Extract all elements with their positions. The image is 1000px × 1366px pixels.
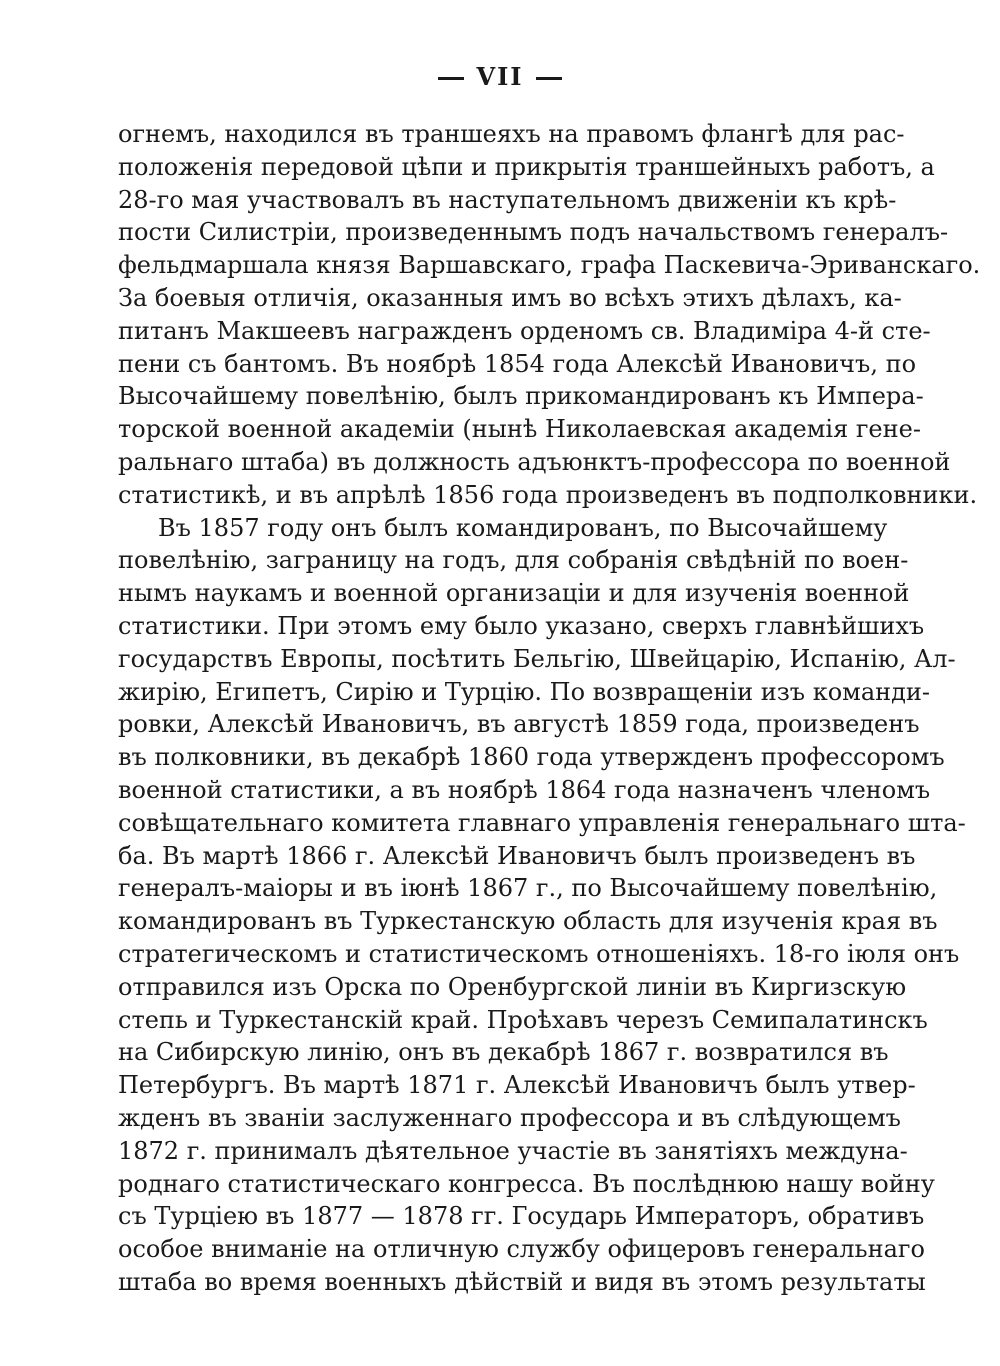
text-line: огнемъ, находился въ траншеяхъ на правомъ флангѣ для рас- bbox=[118, 120, 905, 148]
text-line: командированъ въ Туркестанскую область для изученія края въ bbox=[118, 907, 938, 936]
header-dash-left bbox=[438, 77, 464, 80]
text-line: роднаго статистическаго конгресса. Въ послѣднюю нашу войну bbox=[118, 1169, 935, 1198]
text-line: фельдмаршала князя Варшавскаго, графа Паскевича-Эриванскаго. bbox=[118, 251, 981, 280]
text-line: пени съ бантомъ. Въ ноябрѣ 1854 года Алексѣй Ивановичъ, по bbox=[118, 349, 917, 378]
text-line: жирію, Египетъ, Сирію и Турцію. По возвращеніи изъ команди- bbox=[118, 677, 931, 706]
text-line: въ полковники, въ декабрѣ 1860 года утвержденъ профессоромъ bbox=[118, 743, 945, 772]
text-line: Высочайшему повелѣнію, былъ прикомандированъ къ Импера- bbox=[118, 382, 924, 411]
text-line: генералъ-маіоры и въ іюнѣ 1867 г., по Высочайшему повелѣнію, bbox=[118, 874, 938, 903]
text-line: жденъ въ званіи заслуженнаго профессора и въ слѣдующемъ bbox=[118, 1103, 901, 1132]
text-line: торской военной академіи (нынѣ Николаевская академія гене- bbox=[118, 415, 921, 444]
text-line: съ Турціею въ 1877 — 1878 гг. Государь Императоръ, обративъ bbox=[118, 1202, 925, 1231]
text-line: За боевыя отличія, оказанныя имъ во всѣхъ этихъ дѣлахъ, ка- bbox=[118, 283, 902, 312]
text-line: штаба во время военныхъ дѣйствій и видя въ этомъ результаты bbox=[118, 1267, 926, 1296]
text-line: совѣщательнаго комитета главнаго управленія генеральнаго шта- bbox=[118, 808, 966, 837]
text-line: отправился изъ Орска по Оренбургской линіи въ Киргизскую bbox=[118, 972, 907, 1001]
page-header bbox=[0, 62, 1000, 91]
text-line: повелѣнію, заграницу на годъ, для собранія свѣдѣній по воен- bbox=[118, 546, 909, 575]
text-line: особое вниманіе на отличную службу офицеровъ генеральнаго bbox=[118, 1235, 925, 1264]
text-line: стратегическомъ и статистическомъ отношеніяхъ. 18-го іюля онъ bbox=[118, 939, 960, 968]
text-line: степь и Туркестанскій край. Проѣхавъ черезъ Семипалатинскъ bbox=[118, 1005, 928, 1034]
text-line: пости Силистріи, произведеннымъ подъ начальствомъ генералъ- bbox=[118, 218, 949, 247]
paragraph-2 bbox=[118, 512, 966, 1299]
text-line: ровки, Алексѣй Ивановичъ, въ августѣ 1859 года, произведенъ bbox=[118, 710, 920, 739]
page-number: VII bbox=[476, 62, 524, 91]
text-line: Петербургъ. Въ мартѣ 1871 г. Алексѣй Ивановичъ былъ утвер- bbox=[118, 1071, 916, 1100]
text-line: статистики. При этомъ ему было указано, сверхъ главнѣйшихъ bbox=[118, 611, 925, 640]
header-dash-right bbox=[536, 77, 562, 80]
text-line: 28-го мая участвовалъ въ наступательномъ движеніи къ крѣ- bbox=[118, 185, 897, 214]
text-line: положенія передовой цѣпи и прикрытія траншейныхъ работъ, а bbox=[118, 152, 935, 181]
text-line: статистикѣ, и въ апрѣлѣ 1856 года произведенъ въ подполковники. bbox=[118, 480, 978, 509]
text-line: Въ 1857 году онъ былъ командированъ, по Высочайшему bbox=[158, 513, 888, 542]
text-line: 1872 г. принималъ дѣятельное участіе въ занятіяхъ междуна- bbox=[118, 1136, 908, 1165]
paragraph-1 bbox=[118, 118, 981, 512]
text-line: питанъ Макшеевъ награжденъ орденомъ св. Владиміра 4-й сте- bbox=[118, 316, 931, 345]
text-line: государствъ Европы, посѣтить Бельгію, Швейцарію, Испанію, Ал- bbox=[118, 644, 956, 673]
text-line: ральнаго штаба) въ должность адъюнктъ-профессора по военной bbox=[118, 447, 951, 476]
text-line: ба. Въ мартѣ 1866 г. Алексѣй Ивановичъ былъ произведенъ въ bbox=[118, 841, 916, 870]
body-text bbox=[118, 118, 981, 1299]
text-line: нымъ наукамъ и военной организаціи и для изученія военной bbox=[118, 579, 910, 608]
text-line: на Сибирскую линію, онъ въ декабрѣ 1867 г. возвратился въ bbox=[118, 1038, 889, 1067]
text-line: военной статистики, а въ ноябрѣ 1864 года назначенъ членомъ bbox=[118, 775, 931, 804]
